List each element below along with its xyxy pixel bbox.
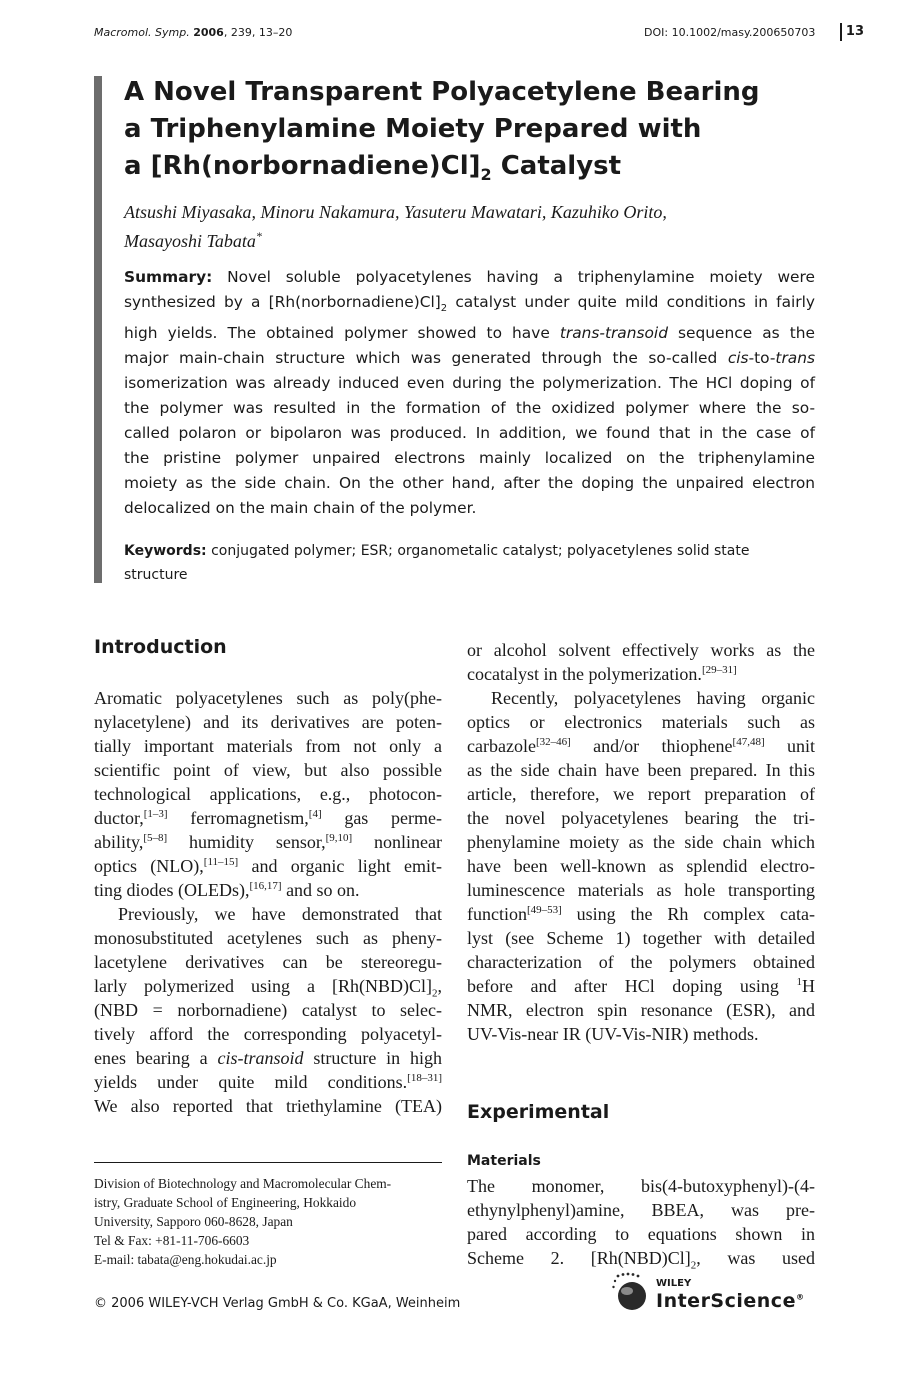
keywords bbox=[124, 539, 815, 587]
materials-subheading: Materials bbox=[467, 1153, 541, 1169]
summary-italic: trans bbox=[775, 349, 815, 368]
text-line: We also reported that triethylamine (TEA) bbox=[94, 1096, 442, 1116]
summary-line: delocalized on the main chain of the polymer. bbox=[124, 499, 477, 518]
text-line bbox=[94, 854, 442, 878]
experimental-heading: Experimental bbox=[467, 1101, 610, 1123]
keywords-text: conjugated polymer; ESR; organometalic catalyst; polyacetylenes solid state bbox=[206, 543, 750, 559]
text-line: lyst (see Scheme 1) together with detailed bbox=[467, 928, 815, 948]
text-line bbox=[467, 902, 815, 926]
text: H bbox=[802, 976, 815, 996]
abstract-summary bbox=[124, 265, 815, 521]
title-line-3-text: a [Rh(norbornadiene)Cl] bbox=[124, 151, 481, 181]
text-line: NMR, electron spin resonance (ESR), and bbox=[467, 1000, 815, 1020]
running-header bbox=[94, 26, 864, 42]
text-line: nylacetylene) and its derivatives are poten- bbox=[94, 712, 442, 732]
text: gas perme- bbox=[321, 808, 442, 828]
registered-mark: ® bbox=[795, 1292, 805, 1302]
text-line: Aromatic polyacetylenes such as poly(phe- bbox=[94, 688, 442, 708]
citation[interactable]: [18–31] bbox=[407, 1072, 442, 1084]
text-line: technological applications, e.g., photocon- bbox=[94, 784, 442, 804]
citation[interactable]: [29–31] bbox=[701, 664, 737, 676]
text: ability, bbox=[94, 832, 144, 852]
text: larly polymerized using a [Rh(NBD)Cl] bbox=[94, 976, 432, 996]
authors-line-1: Atsushi Miyasaka, Minoru Nakamura, Yasuteru Mawatari, Kazuhiko Orito, bbox=[124, 202, 667, 222]
summary-line bbox=[124, 346, 815, 371]
authors-line-2 bbox=[124, 224, 814, 253]
text: ductor, bbox=[94, 808, 144, 828]
text: function bbox=[467, 904, 527, 924]
text: cocatalyst in the polymerization. bbox=[467, 664, 702, 684]
citation[interactable]: [16,17] bbox=[249, 880, 282, 892]
journal-pages: , 239, 13–20 bbox=[223, 26, 293, 39]
text: structure in high bbox=[303, 1048, 442, 1068]
text: and organic light emit- bbox=[238, 856, 442, 876]
text-line: UV-Vis-near IR (UV-Vis-NIR) methods. bbox=[467, 1024, 759, 1044]
text: ting diodes (OLEDs), bbox=[94, 880, 250, 900]
text: Scheme 2. [Rh(NBD)Cl] bbox=[467, 1248, 691, 1268]
text: enes bearing a bbox=[94, 1048, 218, 1068]
summary-line bbox=[124, 321, 815, 346]
citation[interactable]: [11–15] bbox=[203, 856, 239, 868]
text-line: have been well-known as splendid electro- bbox=[467, 856, 815, 876]
summary-text: Novel soluble polyacetylenes having a triphenylamine moiety were bbox=[212, 268, 815, 286]
text: using the Rh complex cata- bbox=[561, 904, 815, 924]
intro-paragraph-1 bbox=[94, 686, 442, 902]
superscript: 1 bbox=[796, 976, 802, 988]
text: before and after HCl doping using bbox=[467, 976, 797, 996]
wiley-interscience-logo[interactable] bbox=[612, 1272, 817, 1316]
journal-year: 2006 bbox=[193, 26, 224, 39]
summary-italic: trans-transoid bbox=[559, 324, 668, 343]
summary-text: major main-chain structure which was generated through the so-called bbox=[124, 349, 728, 368]
text-line bbox=[94, 806, 442, 830]
keywords-line bbox=[124, 539, 815, 563]
intro-paragraph-4 bbox=[467, 686, 815, 1046]
copyright-notice: © 2006 WILEY-VCH Verlag GmbH & Co. KGaA, Weinheim bbox=[94, 1296, 461, 1311]
text: optics (NLO), bbox=[94, 856, 204, 876]
citation[interactable]: [47,48] bbox=[732, 736, 765, 748]
footnote-line: University, Sapporo 060-8628, Japan bbox=[94, 1214, 293, 1229]
affiliation-footnote bbox=[94, 1174, 442, 1269]
text-line: phenylamine moiety as the side chain which bbox=[467, 832, 815, 852]
summary-line: called polaron or bipolaron was produced. In addition, we found that in the case of bbox=[124, 424, 815, 443]
journal-citation bbox=[94, 26, 292, 39]
footnote-line: Division of Biotechnology and Macromolecular Chem- bbox=[94, 1176, 392, 1191]
citation[interactable]: [4] bbox=[308, 808, 322, 820]
italic-text: cis-transoid bbox=[217, 1048, 304, 1068]
text-line: scientific point of view, but also possible bbox=[94, 760, 442, 780]
logo-main: InterScience bbox=[656, 1290, 796, 1312]
text: ferromagnetism, bbox=[167, 808, 309, 828]
page-number: 13 bbox=[840, 23, 864, 41]
text-line: luminescence materials as hole transporting bbox=[467, 880, 815, 900]
title-line-3 bbox=[124, 148, 764, 193]
text-line: the novel polyacetylenes bearing the tri- bbox=[467, 808, 815, 828]
text-line: tially important materials from not only a bbox=[94, 736, 442, 756]
summary-line bbox=[124, 265, 815, 290]
citation[interactable]: [1–3] bbox=[143, 808, 168, 820]
text-line: pared according to equations shown in bbox=[467, 1224, 815, 1244]
text-line bbox=[94, 1070, 442, 1094]
title-subscript: 2 bbox=[480, 165, 492, 185]
text-line bbox=[467, 734, 815, 758]
summary-line: the polymer was resulted in the formation of the oxidized polymer where the so- bbox=[124, 399, 815, 418]
summary-subscript: 2 bbox=[440, 303, 448, 315]
citation[interactable]: [32–46] bbox=[535, 736, 571, 748]
summary-text: synthesized by a [Rh(norbornadiene)Cl] bbox=[124, 293, 441, 311]
introduction-heading: Introduction bbox=[94, 636, 227, 658]
text-line: (NBD = norbornadiene) catalyst to selec- bbox=[94, 1000, 442, 1020]
title-line-2: a Triphenylamine Moiety Prepared with bbox=[124, 114, 702, 144]
text: and so on. bbox=[281, 880, 360, 900]
footnote-email[interactable]: E-mail: tabata@eng.hokudai.ac.jp bbox=[94, 1252, 277, 1267]
journal-name: Macromol. Symp. bbox=[94, 26, 190, 39]
globe-icon bbox=[612, 1272, 652, 1314]
summary-label: Summary: bbox=[124, 268, 213, 286]
text-line bbox=[94, 830, 442, 854]
footnote-line: istry, Graduate School of Engineering, Hokkaido bbox=[94, 1195, 357, 1210]
keywords-label: Keywords: bbox=[124, 543, 207, 559]
summary-line: the pristine polymer unpaired electrons mainly localized on the triphenylamine bbox=[124, 449, 815, 468]
citation[interactable]: [49–53] bbox=[527, 904, 562, 916]
abstract-sidebar-bar bbox=[94, 76, 102, 583]
text-line: article, therefore, we report preparation of bbox=[467, 784, 815, 804]
doi[interactable]: DOI: 10.1002/masy.200650703 bbox=[644, 26, 816, 39]
text-line: as the side chain have been prepared. In this bbox=[467, 760, 815, 780]
title-line-3-end: Catalyst bbox=[491, 151, 622, 181]
text: nonlinear bbox=[352, 832, 442, 852]
text: carbazole bbox=[467, 736, 536, 756]
text-line: or alcohol solvent effectively works as the bbox=[467, 640, 815, 660]
text-line: monosubstituted acetylenes such as pheny- bbox=[94, 928, 442, 948]
text-line: tively afford the corresponding polyacetyl- bbox=[94, 1024, 442, 1044]
text-line bbox=[94, 878, 442, 902]
summary-line: isomerization was already induced even during the polymerization. The HCl doping of bbox=[124, 374, 815, 393]
asterisk-mark: * bbox=[255, 229, 262, 243]
article-title bbox=[124, 74, 764, 193]
text: yields under quite mild conditions. bbox=[94, 1072, 408, 1092]
text: , was used bbox=[696, 1248, 815, 1268]
footnote-line: Tel & Fax: +81-11-706-6603 bbox=[94, 1233, 250, 1248]
text-line bbox=[467, 662, 815, 686]
summary-text: high yields. The obtained polymer showed to have bbox=[124, 324, 560, 343]
text-line: lacetylene derivatives can be stereoregu- bbox=[94, 952, 442, 972]
text: and/or thiophene bbox=[570, 736, 733, 756]
text-line: The monomer, bis(4-butoxyphenyl)-(4- bbox=[467, 1176, 815, 1196]
text-line: optics or electronics materials such as bbox=[467, 712, 815, 732]
text-line bbox=[94, 1046, 442, 1070]
text-line: ethynylphenyl)amine, BBEA, was pre- bbox=[467, 1200, 815, 1220]
intro-paragraph-2 bbox=[94, 902, 442, 1118]
corresponding-author: Masayoshi Tabata bbox=[124, 231, 256, 251]
text: , bbox=[437, 976, 442, 996]
text: humidity sensor, bbox=[167, 832, 326, 852]
citation[interactable]: [9,10] bbox=[325, 832, 353, 844]
citation[interactable]: [5–8] bbox=[143, 832, 168, 844]
summary-text: sequence as the bbox=[667, 324, 815, 343]
logo-wiley-text: WILEY bbox=[656, 1278, 692, 1289]
text-line: Previously, we have demonstrated that bbox=[118, 904, 442, 924]
text-line: Recently, polyacetylenes having organic bbox=[491, 688, 815, 708]
text: unit bbox=[764, 736, 815, 756]
materials-paragraph bbox=[467, 1174, 815, 1270]
summary-line bbox=[124, 290, 815, 321]
text-line bbox=[94, 974, 442, 998]
text-line bbox=[467, 1246, 815, 1270]
author-list bbox=[124, 200, 814, 253]
text-line: characterization of the polymers obtained bbox=[467, 952, 815, 972]
summary-text: -to- bbox=[748, 349, 776, 368]
logo-interscience-text bbox=[656, 1290, 804, 1312]
summary-line: moiety as the side chain. On the other hand, after the doping the unpaired electron bbox=[124, 474, 815, 493]
subscript: 2 bbox=[690, 1259, 697, 1272]
summary-text: catalyst under quite mild conditions in fairly bbox=[447, 293, 816, 311]
title-line-1: A Novel Transparent Polyacetylene Bearing bbox=[124, 77, 760, 107]
summary-italic: cis bbox=[727, 349, 749, 368]
text-line bbox=[467, 974, 815, 998]
subscript: 2 bbox=[432, 987, 438, 1000]
footnote-divider bbox=[94, 1162, 442, 1163]
intro-paragraph-3 bbox=[467, 638, 815, 686]
keywords-line: structure bbox=[124, 567, 188, 583]
